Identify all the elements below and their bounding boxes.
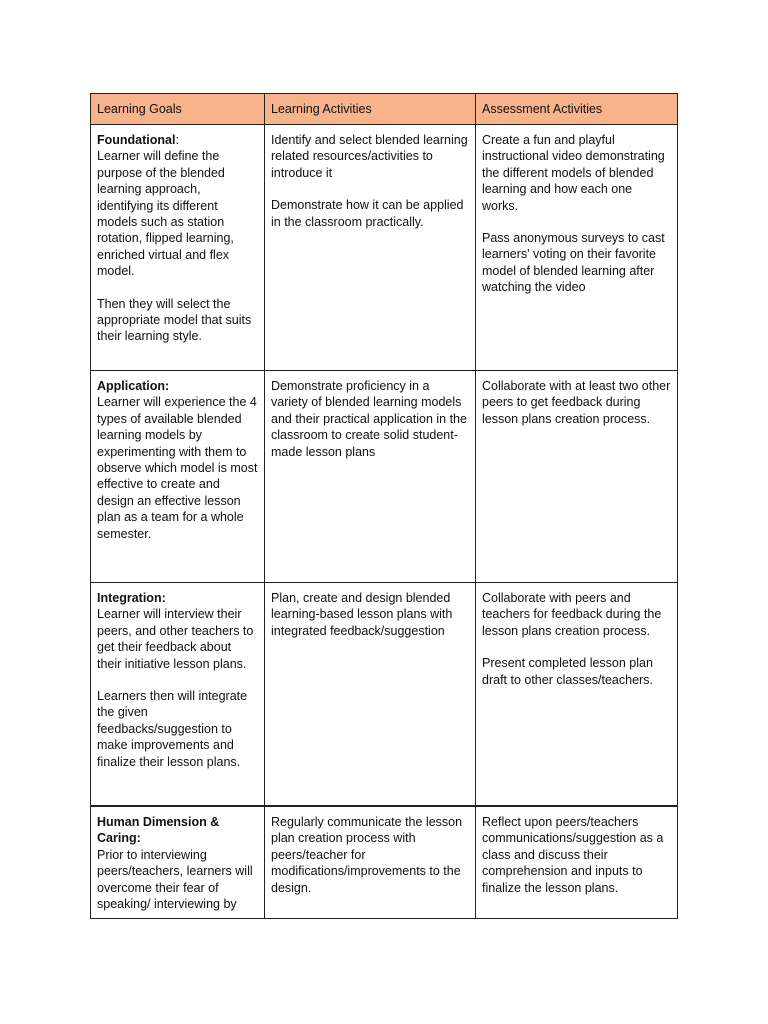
goal-text: Learner will experience the 4 types of available blended learning models by experimenting with them to observe which model is most effective to create and design an effective lesson plan as a team for a whole semester. <box>97 395 258 541</box>
table-row-human-dimension <box>91 806 678 919</box>
goal-text: Learners then will integrate the given feedbacks/suggestion to make improvements and finalize their lesson plans. <box>97 689 248 769</box>
goal-heading-suffix: : <box>175 133 179 147</box>
goal-text: Prior to interviewing peers/teachers, learners will overcome their fear of speaking/ interviewing by <box>97 847 253 912</box>
goal-intro <box>97 814 258 912</box>
goal-cell <box>91 125 265 371</box>
assessment-text: Pass anonymous surveys to cast learners' voting on their favorite model of blended learning after watching the video <box>482 231 665 295</box>
assessment-text: Collaborate with at least two other peers to get feedback during lesson plans creation process. <box>482 379 671 426</box>
lesson-design-table <box>90 93 678 919</box>
goal-intro <box>97 590 258 672</box>
assessment-text: Reflect upon peers/teachers communications/suggestion as a class and discuss their comprehension and inputs to finalize the lesson plans. <box>482 815 664 895</box>
goal-heading: Application: <box>97 379 170 393</box>
activities-cell <box>265 125 476 371</box>
assessment-cell <box>476 806 678 919</box>
table-row-integration <box>91 583 678 807</box>
goal-cell <box>91 583 265 807</box>
assessment-text: Present completed lesson plan draft to other classes/teachers. <box>482 656 653 687</box>
activities-cell <box>265 371 476 583</box>
activity-text: Plan, create and design blended learning-based lesson plans with integrated feedback/suggestion <box>271 591 453 638</box>
goal-intro <box>97 132 258 280</box>
goal-text: Then they will select the appropriate model that suits their learning style. <box>97 296 252 344</box>
goal-cell <box>91 806 265 919</box>
header-row <box>91 94 678 125</box>
assessment-text: Create a fun and playful instructional video demonstrating the different models of blended learning and how each one works. <box>482 133 665 213</box>
header-assessment-activities: Assessment Activities <box>476 94 678 125</box>
assessment-cell <box>476 125 678 371</box>
table-row-foundational <box>91 125 678 371</box>
goal-intro <box>97 378 258 542</box>
assessment-cell <box>476 583 678 807</box>
goal-cell <box>91 371 265 583</box>
goal-heading: Human Dimension & Caring: <box>97 815 220 846</box>
activity-text: Identify and select blended learning related resources/activities to introduce it <box>271 133 468 180</box>
activity-text: Regularly communicate the lesson plan creation process with peers/teacher for modifications/improvements to the design. <box>271 815 463 895</box>
goal-heading: Foundational <box>97 133 176 147</box>
activities-cell <box>265 806 476 919</box>
activity-text: Demonstrate how it can be applied in the classroom practically. <box>271 198 464 229</box>
table-row-application <box>91 371 678 583</box>
activities-cell <box>265 583 476 807</box>
goal-text: Learner will define the purpose of the blended learning approach, identifying its different models such as station rotation, flipped learning, enriched virtual and flex model. <box>97 149 234 279</box>
activity-text: Demonstrate proficiency in a variety of blended learning models and their practical application in the classroom to create solid student-made lesson plans <box>271 379 467 459</box>
assessment-text: Collaborate with peers and teachers for feedback during the lesson plans creation process. <box>482 591 662 638</box>
header-learning-goals: Learning Goals <box>91 94 265 125</box>
header-learning-activities: Learning Activities <box>265 94 476 125</box>
assessment-cell <box>476 371 678 583</box>
goal-heading: Integration: <box>97 591 166 605</box>
goal-text: Learner will interview their peers, and other teachers to get their feedback about their initiative lesson plans. <box>97 607 254 671</box>
